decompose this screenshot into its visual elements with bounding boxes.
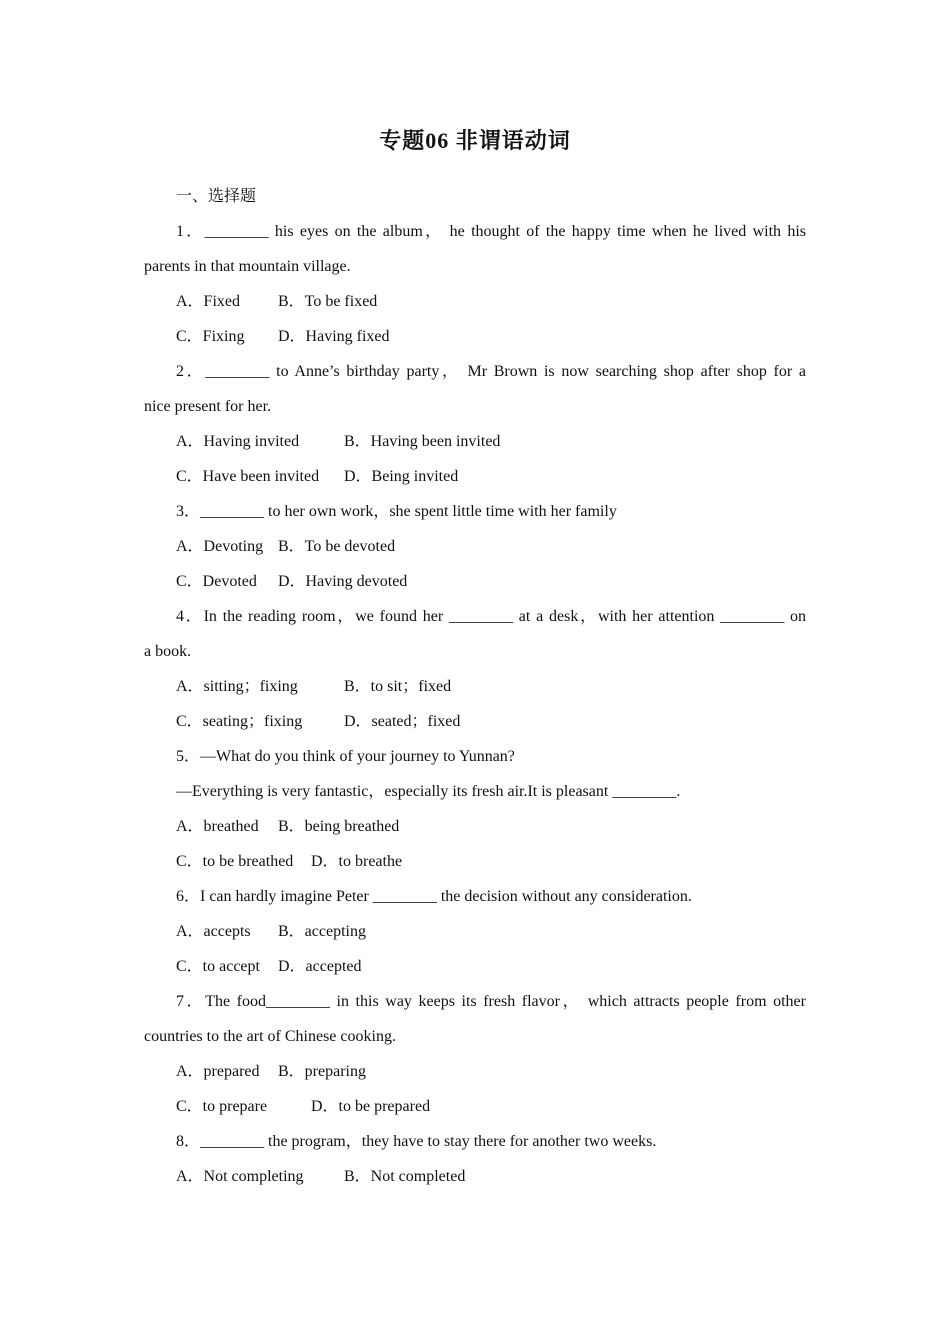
question-3-stem-line-1: 3．________ to her own work，she spent little time with her family — [176, 503, 617, 520]
question-2-stem-line-2: nice present for her. — [144, 398, 272, 415]
question-4-options-row-1 — [144, 674, 806, 709]
question-6-option-d: D．accepted — [278, 958, 362, 975]
question-1-option-b: B．To be fixed — [278, 293, 378, 310]
question-6-options-row-1 — [144, 919, 806, 954]
question-8-stem-line-1: 8．________ the program，they have to stay there for another two weeks. — [176, 1133, 657, 1150]
question-5-stem-line-1: 5．—What do you think of your journey to Yunnan? — [176, 748, 515, 765]
page-title: 专题06 非谓语动词 — [379, 128, 571, 153]
question-2-option-d: D．Being invited — [344, 468, 459, 485]
question-8-options-row-1 — [144, 1164, 806, 1199]
question-4-stem-line-2: a book. — [144, 643, 192, 660]
question-3-options-row-1 — [144, 534, 806, 569]
question-1-option-a: A．Fixed — [176, 293, 241, 310]
question-2-options-row-2 — [144, 464, 806, 499]
question-7-stem-line-1: 7．The food________ in this way keeps its fresh flavor， which attracts people from other — [176, 993, 806, 1010]
question-2-stem-line-1: 2．________ to Anne’s birthday party， Mr Brown is now searching shop after shop for a — [176, 363, 806, 380]
question-2-option-c: C．Have been invited — [176, 468, 320, 485]
question-5-option-c: C．to be breathed — [176, 853, 294, 870]
question-7-stem-line-2: countries to the art of Chinese cooking. — [144, 1028, 396, 1045]
question-6-option-a: A．accepts — [176, 923, 251, 940]
question-1-options-row-1 — [144, 289, 806, 324]
question-5-option-a: A．breathed — [176, 818, 259, 835]
question-7-option-a: A．prepared — [176, 1063, 260, 1080]
question-3-option-c: C．Devoted — [176, 573, 257, 590]
question-4-options-row-2 — [144, 709, 806, 744]
question-1-option-d: D．Having fixed — [278, 328, 390, 345]
question-1-option-c: C．Fixing — [176, 328, 245, 345]
question-3-options-row-2 — [144, 569, 806, 604]
question-2-options-row-1 — [144, 429, 806, 464]
question-3-option-b: B．To be devoted — [278, 538, 396, 555]
question-4-option-c: C．seating；fixing — [176, 713, 303, 730]
question-5-option-b: B．being breathed — [278, 818, 400, 835]
question-6-option-c: C．to accept — [176, 958, 260, 975]
question-2-option-b: B．Having been invited — [344, 433, 501, 450]
question-6-options-row-2 — [144, 954, 806, 989]
question-5-options-row-2 — [144, 849, 806, 884]
question-5-stem-line-2: —Everything is very fantastic，especially its fresh air.It is pleasant ________. — [176, 783, 681, 800]
question-5-options-row-1 — [144, 814, 806, 849]
question-7-option-c: C．to prepare — [176, 1098, 268, 1115]
question-3-option-a: A．Devoting — [176, 538, 264, 555]
question-8-option-b: B．Not completed — [344, 1168, 466, 1185]
question-7-option-b: B．preparing — [278, 1063, 366, 1080]
question-4-option-d: D．seated；fixed — [344, 713, 461, 730]
question-1-options-row-2 — [144, 324, 806, 359]
question-7-option-d: D．to be prepared — [311, 1098, 431, 1115]
question-5-option-d: D．to breathe — [311, 853, 403, 870]
question-4-option-b: B．to sit；fixed — [344, 678, 452, 695]
question-8-option-a: A．Not completing — [176, 1168, 304, 1185]
question-list — [144, 184, 806, 1199]
question-1-stem-line-2: parents in that mountain village. — [144, 258, 351, 275]
question-1-stem-line-1: 1．________ his eyes on the album， he thought of the happy time when he lived with his — [176, 223, 806, 240]
question-4-option-a: A．sitting；fixing — [176, 678, 298, 695]
question-7-options-row-2 — [144, 1094, 806, 1129]
question-4-stem-line-1: 4．In the reading room，we found her ________ at a desk，with her attention ________ on — [176, 608, 806, 625]
question-6-stem-line-1: 6．I can hardly imagine Peter ________ the decision without any consideration. — [176, 888, 692, 905]
question-6-option-b: B．accepting — [278, 923, 366, 940]
question-7-options-row-1 — [144, 1059, 806, 1094]
question-2-option-a: A．Having invited — [176, 433, 300, 450]
question-3-option-d: D．Having devoted — [278, 573, 408, 590]
section-heading: 一、选择题 — [176, 188, 257, 205]
